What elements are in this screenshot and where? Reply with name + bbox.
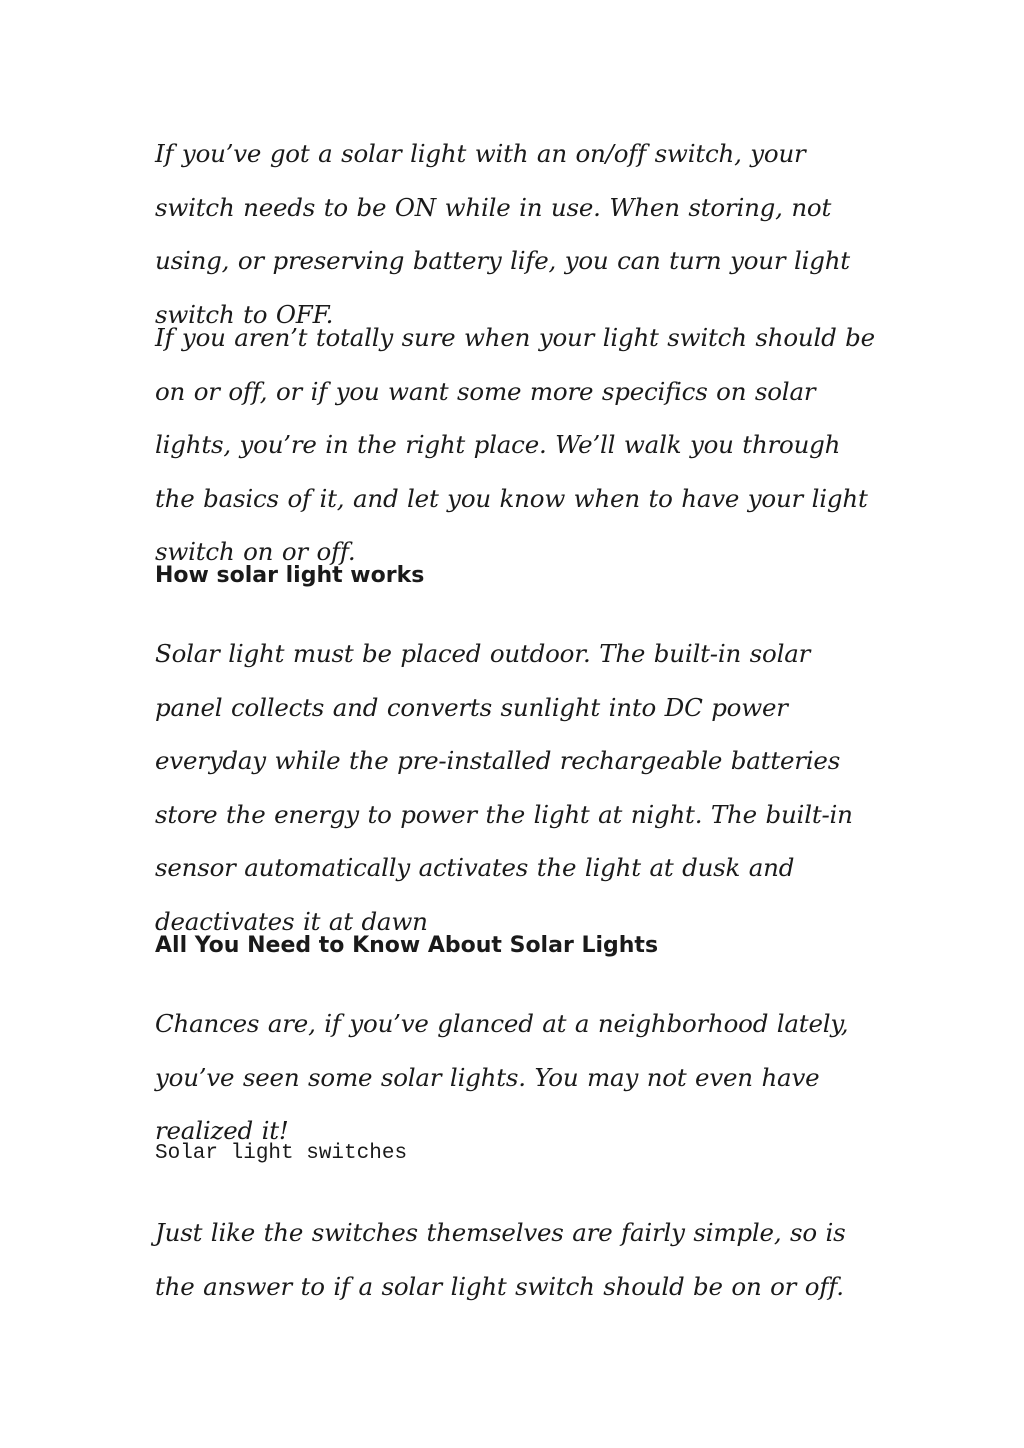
- subheading-solar-light-switches: Solar light switches: [155, 1142, 408, 1165]
- paragraph-how-it-works: Solar light must be placed outdoor. The built-in solar panel collects and converts sunlight into DC power everyday while the pre-installed rechargeable batteries store the energy to power the light at night. The built-in sensor automatically activates the light at dusk and deactivates it at dawn: [155, 639, 853, 936]
- paragraph-walkthrough: If you aren’t totally sure when your light switch should be on or off, or if you want some more specifics on solar lights, you’re in the right place. We’ll walk you through the basics of it, and let you know when to have your light switch on or off.: [155, 323, 875, 566]
- paragraph-switch-answer: Just like the switches themselves are fairly simple, so is the answer to if a solar light switch should be on or off.: [155, 1218, 846, 1301]
- heading-all-you-need-to-know: All You Need to Know About Solar Lights: [155, 933, 659, 958]
- paragraph-switch-intro: If you’ve got a solar light with an on/off switch, your switch needs to be ON while in use. When storing, not using, or preserving battery life, you can turn your light switch to OFF.: [155, 139, 850, 329]
- paragraph-chances-are: Chances are, if you’ve glanced at a neighborhood lately, you’ve seen some solar lights. You may not even have realized it!: [155, 1009, 849, 1145]
- heading-how-solar-light-works: How solar light works: [155, 563, 425, 588]
